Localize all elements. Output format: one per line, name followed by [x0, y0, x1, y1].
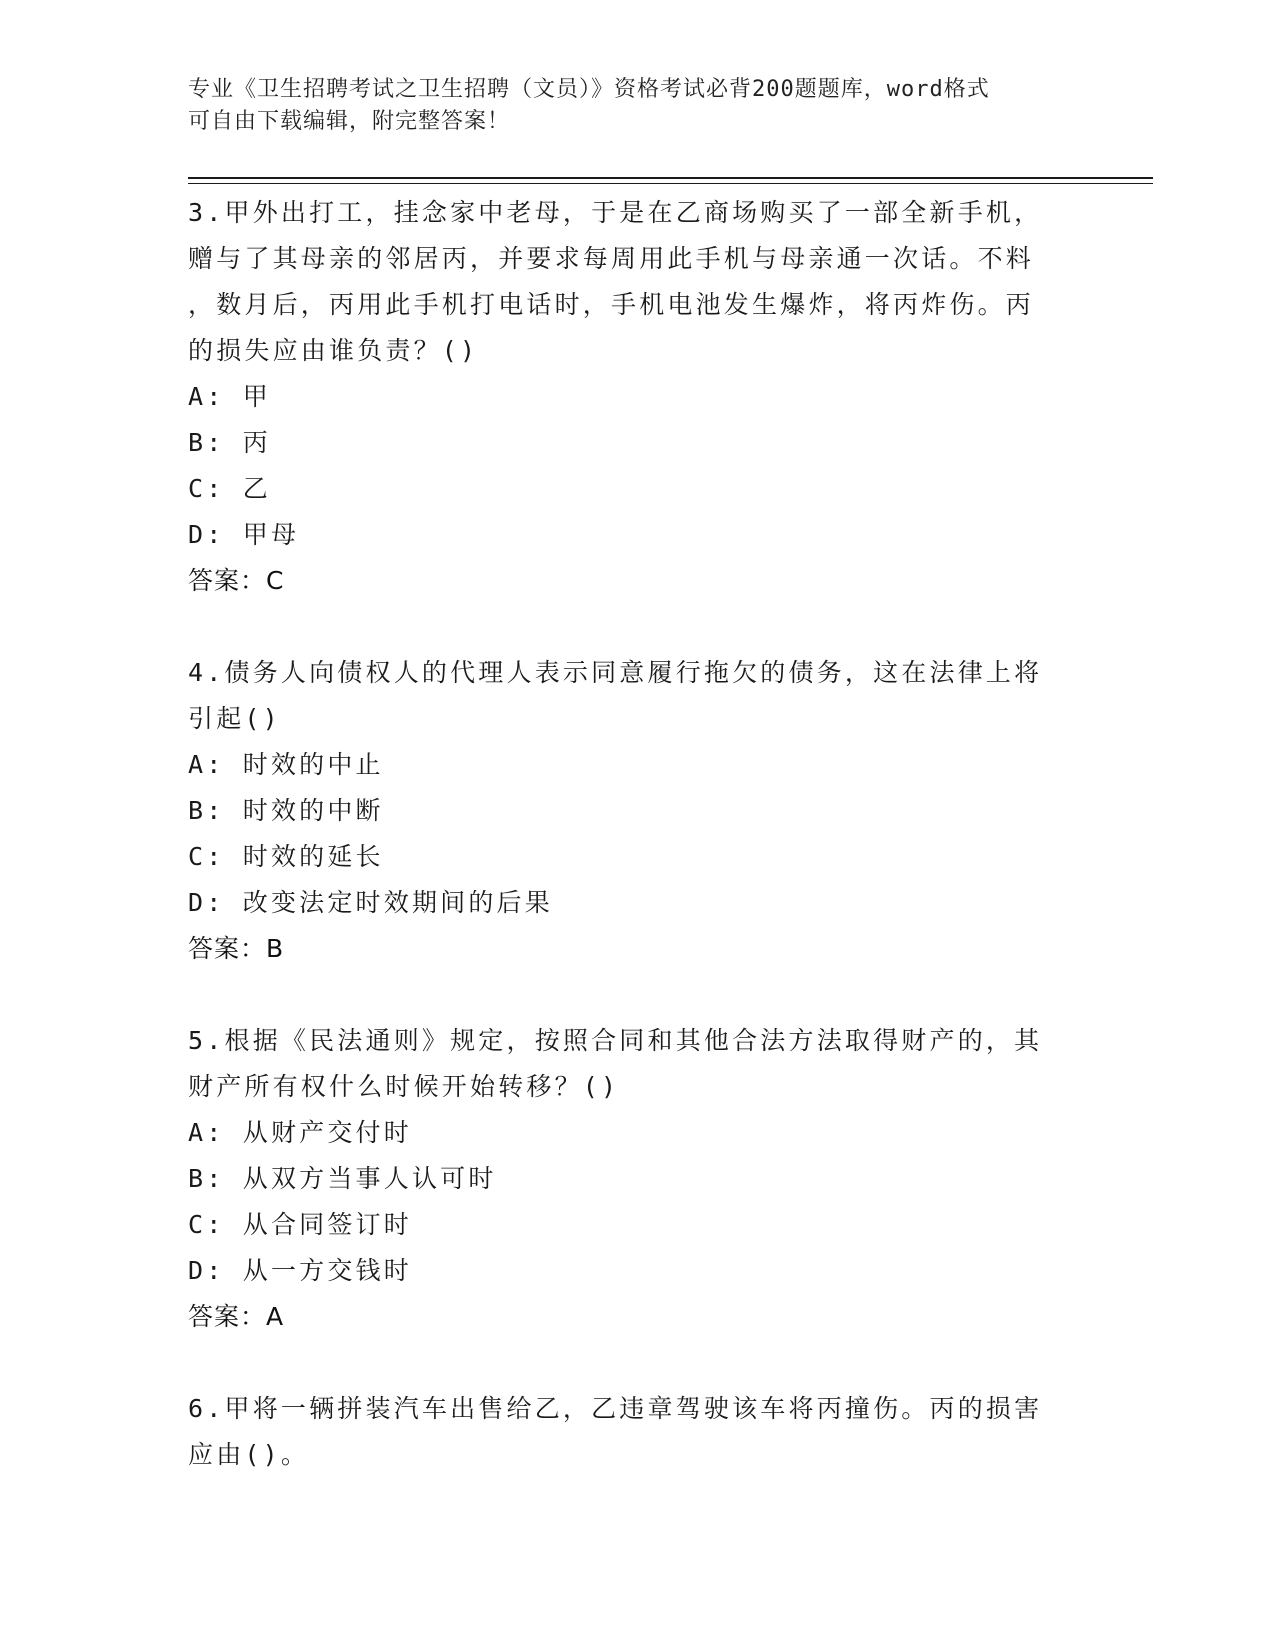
question-5 [188, 1018, 1078, 1340]
question-3 [188, 190, 1078, 604]
option-d: D: 改变法定时效期间的后果 [188, 888, 553, 917]
header-line-1: 专业《卫生招聘考试之卫生招聘（文员）》资格考试必背200题题库，word格式 [188, 77, 990, 102]
option-d: D: 从一方交钱时 [188, 1256, 412, 1285]
answer-label: 答案：A [188, 1302, 285, 1331]
question-text-line: 的损失应由谁负责？() [188, 336, 479, 365]
question-text-line: 赠与了其母亲的邻居丙，并要求每周用此手机与母亲通一次话。不料 [188, 244, 1035, 273]
header-divider-thick [188, 177, 1153, 179]
header-divider-thin [188, 183, 1153, 184]
option-a: A: 甲 [188, 382, 271, 411]
question-text-line: ，数月后，丙用此手机打电话时，手机电池发生爆炸，将丙炸伤。丙 [188, 290, 1035, 319]
question-text-line: 5.根据《民法通则》规定，按照合同和其他合法方法取得财产的，其 [188, 1026, 1043, 1055]
document-header [188, 74, 1068, 138]
question-text-line: 6.甲将一辆拼装汽车出售给乙，乙违章驾驶该车将丙撞伤。丙的损害 [188, 1394, 1043, 1423]
question-text-line: 引起() [188, 704, 281, 733]
question-6 [188, 1386, 1078, 1478]
question-text-line: 应由()。 [188, 1440, 310, 1469]
option-a: A: 时效的中止 [188, 750, 384, 779]
question-4 [188, 650, 1078, 972]
question-text-line: 4.债务人向债权人的代理人表示同意履行拖欠的债务，这在法律上将 [188, 658, 1043, 687]
option-b: B: 时效的中断 [188, 796, 384, 825]
option-b: B: 从双方当事人认可时 [188, 1164, 497, 1193]
header-line-2: 可自由下载编辑，附完整答案！ [188, 109, 511, 134]
option-c: C: 时效的延长 [188, 842, 384, 871]
question-list [188, 190, 1078, 1524]
option-d: D: 甲母 [188, 520, 300, 549]
option-c: C: 从合同签订时 [188, 1210, 412, 1239]
answer-label: 答案：B [188, 934, 285, 963]
option-a: A: 从财产交付时 [188, 1118, 412, 1147]
question-text-line: 3.甲外出打工，挂念家中老母，于是在乙商场购买了一部全新手机， [188, 198, 1043, 227]
option-b: B: 丙 [188, 428, 271, 457]
answer-label: 答案：C [188, 566, 285, 595]
option-c: C: 乙 [188, 474, 271, 503]
question-text-line: 财产所有权什么时候开始转移？() [188, 1072, 620, 1101]
